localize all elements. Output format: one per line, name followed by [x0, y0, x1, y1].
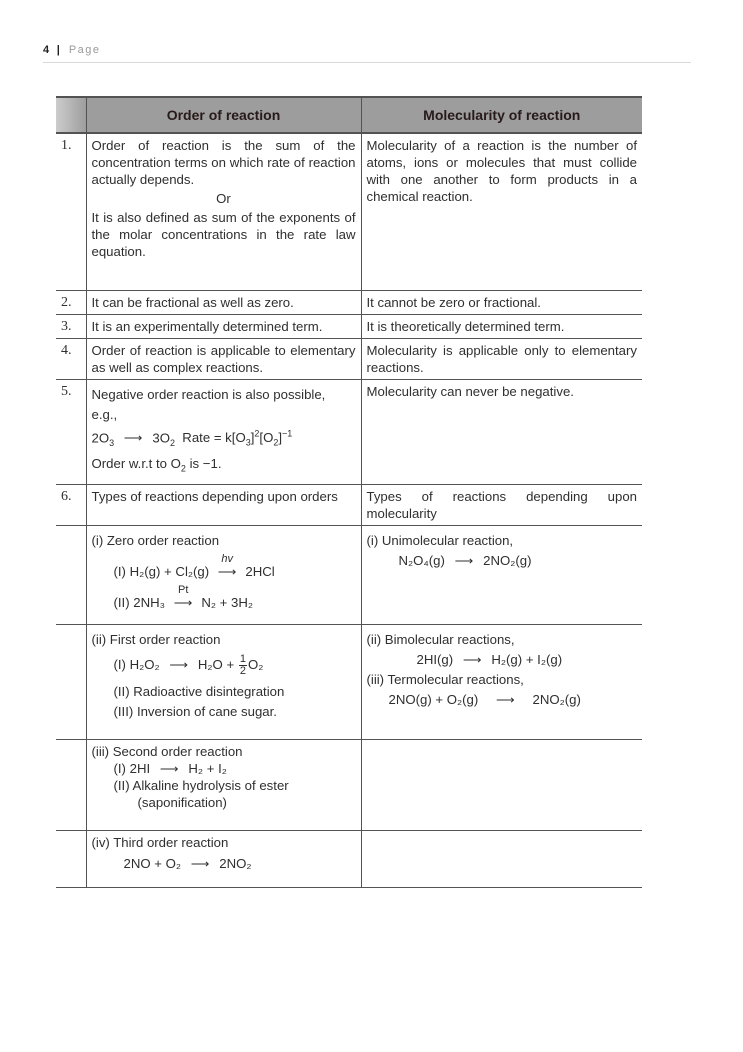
table-subrow	[56, 830, 642, 887]
molecularity-cell: Molecularity can never be negative.	[361, 380, 642, 485]
unimolecular-cell	[361, 525, 642, 624]
first-order-title: (ii) First order reaction	[91, 631, 221, 647]
row-number: 5.	[56, 380, 86, 485]
first-order-example-1: (I) H₂O₂ ⟶ H₂O + $\frac{1}{2}$ O₂	[113, 652, 264, 677]
row-number-blank	[56, 624, 86, 739]
or-separator: Or	[216, 191, 231, 206]
bimolecular-termolecular-cell	[361, 624, 642, 739]
table-row	[56, 291, 642, 315]
table-header-row	[56, 97, 642, 133]
order-cell: Types of reactions depending upon orders	[86, 484, 361, 525]
zero-order-example-2: (II) 2NH₃ Pt ⟶ N₂ + 3H₂	[113, 583, 253, 610]
second-order-example-2: (II) Alkaline hydrolysis of ester	[113, 777, 289, 793]
table-subrow	[56, 624, 642, 739]
third-order-title: (iv) Third order reaction	[91, 834, 229, 850]
eg-label: e.g.,	[91, 407, 118, 422]
rate-law: Rate = $k[O_3]^2[O_2]^{-1}$	[182, 429, 293, 449]
first-order-cell	[86, 624, 361, 739]
order-cell: It can be fractional as well as zero.	[86, 291, 361, 315]
third-order-cell	[86, 830, 361, 887]
first-order-example-3: (III) Inversion of cane sugar.	[113, 703, 277, 719]
reaction-arrow-icon: ⟶	[123, 430, 143, 446]
catalyst-arrow-icon: Pt ⟶	[173, 583, 193, 610]
termolecular-equation: 2NO(g) + O₂(g) ⟶ 2NO₂(g)	[388, 691, 581, 707]
page-label: Page	[68, 44, 101, 56]
row-number: 2.	[56, 291, 86, 315]
molecularity-cell: It is theoretically determined term.	[361, 315, 642, 339]
ozone-equation: $2O_3$ ⟶ $3O_2$ Rate = $k[O_3]^2[O_2]^{-1}$	[91, 429, 293, 449]
molecularity-cell: Molecularity of a reaction is the number of atoms, ions or molecules that must collide with one another to form products in a chemical reaction.	[361, 133, 642, 291]
zero-order-title: (i) Zero order reaction	[91, 532, 220, 548]
table-row	[56, 380, 642, 485]
zero-order-example-1: (I) H₂(g) + Cl₂(g) hv ⟶ 2HCl	[113, 552, 275, 579]
table-row	[56, 315, 642, 339]
page-separator: |	[56, 44, 62, 56]
bimolecular-title: (ii) Bimolecular reactions,	[366, 631, 515, 647]
molecularity-cell: Types of reactions depending upon molecularity	[361, 484, 642, 525]
empty-molecularity-cell	[361, 739, 642, 830]
table-subrow	[56, 739, 642, 830]
bimolecular-equation: 2HI(g) ⟶ H₂(g) + I₂(g)	[416, 651, 563, 667]
row-number: 6.	[56, 484, 86, 525]
molecularity-cell: It cannot be zero or fractional.	[361, 291, 642, 315]
header-molecularity: Molecularity of reaction	[361, 97, 642, 133]
termolecular-title: (iii) Termolecular reactions,	[366, 671, 524, 687]
photochemical-arrow-icon: hv ⟶	[217, 552, 237, 579]
unimolecular-equation: N₂O₄(g) ⟶ 2NO₂(g)	[398, 552, 532, 568]
reaction-arrow-icon: ⟶	[159, 760, 179, 776]
first-order-example-2: (II) Radioactive disintegration	[113, 683, 285, 699]
reaction-arrow-icon: ⟶	[190, 855, 210, 871]
fraction-one-half: $\frac{1}{2}$	[239, 652, 246, 677]
order-vs-molecularity-table	[56, 96, 642, 888]
second-order-example-2-cont: (saponification)	[137, 794, 227, 810]
table-row	[56, 484, 642, 525]
unimolecular-title: (i) Unimolecular reaction,	[366, 532, 514, 548]
empty-molecularity-cell	[361, 830, 642, 887]
definition-text: Order of reaction is the sum of the concentration terms on which rate of reaction actually depends.	[91, 138, 356, 187]
negative-order-text: Negative order reaction is also possible,	[91, 387, 326, 402]
reaction-arrow-icon: ⟶	[462, 651, 482, 667]
order-cell: It is an experimentally determined term.	[86, 315, 361, 339]
order-cell: Order of reaction is applicable to elementary as well as complex reactions.	[86, 339, 361, 380]
page-header	[43, 44, 691, 63]
table-row	[56, 339, 642, 380]
scanned-comparison-table	[56, 96, 642, 888]
reaction-arrow-icon: ⟶	[169, 656, 189, 672]
second-order-title: (iii) Second order reaction	[91, 743, 243, 759]
zero-order-cell	[86, 525, 361, 624]
row-number-blank	[56, 830, 86, 887]
header-order-of-reaction: Order of reaction	[86, 97, 361, 133]
row-number: 4.	[56, 339, 86, 380]
page-number: 4	[43, 44, 50, 56]
second-order-example-1: (I) 2HI ⟶ H₂ + I₂	[113, 760, 227, 776]
second-order-cell	[86, 739, 361, 830]
row-number-blank	[56, 525, 86, 624]
table-row	[56, 133, 642, 291]
table-subrow	[56, 525, 642, 624]
order-cell	[86, 380, 361, 485]
header-number	[56, 97, 86, 133]
third-order-example: 2NO + O₂ ⟶ 2NO₂	[123, 855, 252, 871]
reaction-arrow-icon: ⟶	[495, 691, 515, 707]
reaction-arrow-icon: ⟶	[454, 552, 474, 568]
alternate-definition-text: It is also defined as sum of the exponents of the molar concentrations in the rate law equation.	[91, 210, 356, 259]
molecularity-cell: Molecularity is applicable only to elementary reactions.	[361, 339, 642, 380]
order-cell	[86, 133, 361, 291]
order-wrt-oxygen: Order w.r.t to $O_2$ is −1.	[91, 456, 222, 474]
row-number: 3.	[56, 315, 86, 339]
row-number: 1.	[56, 133, 86, 291]
row-number-blank	[56, 739, 86, 830]
